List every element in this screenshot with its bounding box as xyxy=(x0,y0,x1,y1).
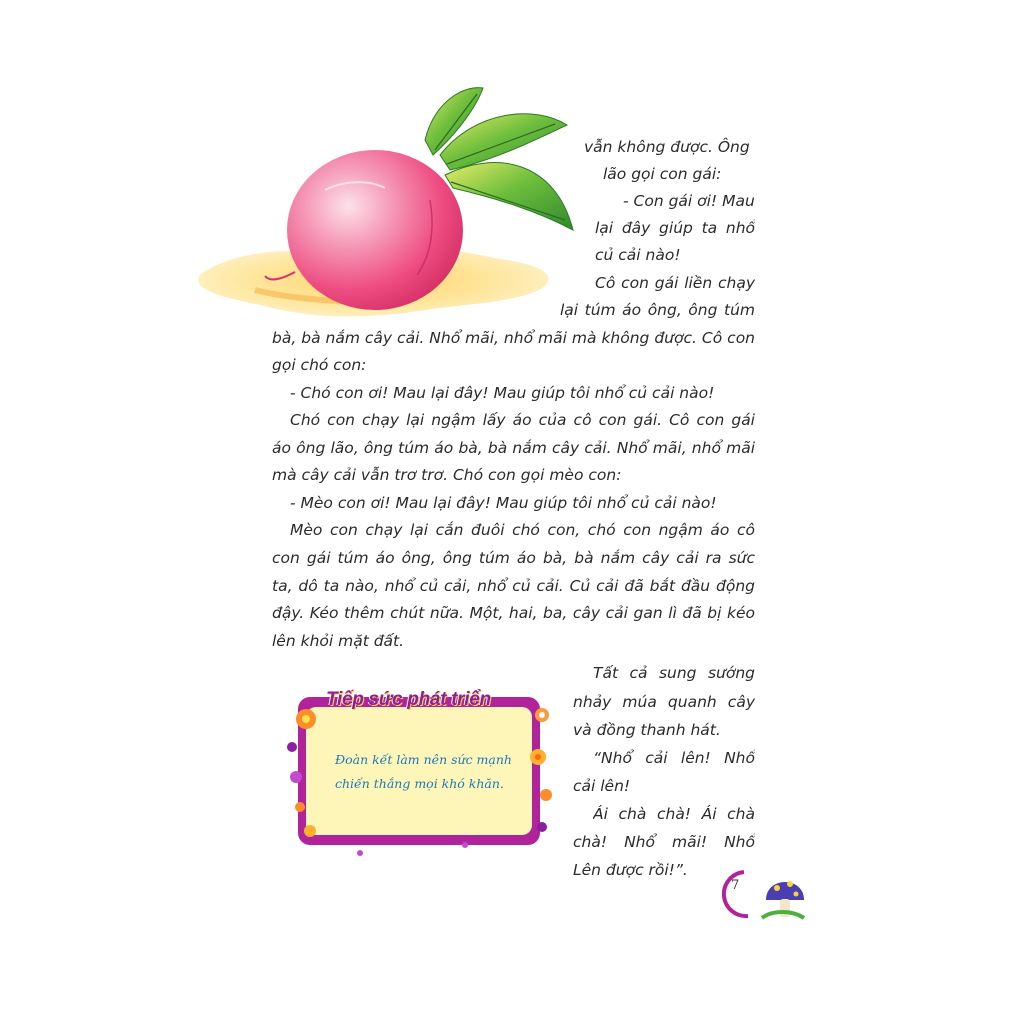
story-line: lại đây giúp ta nhổ xyxy=(595,219,755,237)
story-line: Lên được rồi!”. xyxy=(573,861,688,879)
story-line: nhảy múa quanh cây xyxy=(573,693,755,711)
story-line: mà cây cải vẫn trơ trơ. Chó con gọi mèo con: xyxy=(272,466,622,484)
story-line: lên khỏi mặt đất. xyxy=(272,632,405,650)
story-line: Mèo con chạy lại cắn đuôi chó con, chó con ngậm áo cô xyxy=(290,521,755,539)
story-line: bà, bà nắm cây cải. Nhổ mãi, nhổ mãi mà không được. Cô con xyxy=(272,329,755,347)
story-line: “Nhổ cải lên! Nhổ xyxy=(593,749,755,767)
story-line: và đồng thanh hát. xyxy=(573,721,721,739)
story-line: con gái túm áo ông, ông túm áo bà, bà nắm cây cải ra sức xyxy=(272,549,755,567)
story-line: lão gọi con gái: xyxy=(603,165,722,183)
radish-illustration xyxy=(195,80,585,330)
story-line: chà! Nhổ mãi! Nhổ xyxy=(573,833,755,851)
mushroom-icon xyxy=(722,866,808,928)
story-line: gọi chó con: xyxy=(272,356,367,374)
story-line: ta, dô ta nào, nhổ củ cải, nhổ củ cải. Củ cải đã bắt đầu động xyxy=(272,577,755,595)
story-line: Chó con chạy lại ngậm lấy áo của cô con gái. Cô con gái xyxy=(290,411,755,429)
story-line: lại túm áo ông, ông túm xyxy=(560,301,755,319)
tip-text: Đoàn kết làm nên sức mạnh xyxy=(335,752,512,767)
story-line: cải lên! xyxy=(573,777,631,795)
story-line: vẫn không được. Ông xyxy=(584,138,750,156)
story-line: đậy. Kéo thêm chút nữa. Một, hai, ba, cây cải gan lì đã bị kéo xyxy=(272,604,755,622)
story-line: Tất cả sung sướng xyxy=(593,664,755,682)
story-line: áo ông lão, ông túm áo bà, bà nắm cây cải. Nhổ mãi, nhổ mãi xyxy=(272,439,755,457)
story-line: - Chó con ơi! Mau lại đây! Mau giúp tôi nhổ củ cải nào! xyxy=(290,384,715,402)
tip-title: Tiếp sức phát triển xyxy=(326,689,491,710)
page-number: 7 xyxy=(731,878,740,893)
story-line: củ cải nào! xyxy=(595,246,681,264)
tip-box xyxy=(280,685,560,865)
story-line: - Con gái ơi! Mau xyxy=(623,192,755,210)
story-line: Ái chà chà! Ái chà xyxy=(593,805,755,823)
story-line: - Mèo con ơi! Mau lại đây! Mau giúp tôi nhổ củ cải nào! xyxy=(290,494,717,512)
tip-text: chiến thắng mọi khó khăn. xyxy=(335,776,504,791)
story-line: Cô con gái liền chạy xyxy=(595,274,755,292)
